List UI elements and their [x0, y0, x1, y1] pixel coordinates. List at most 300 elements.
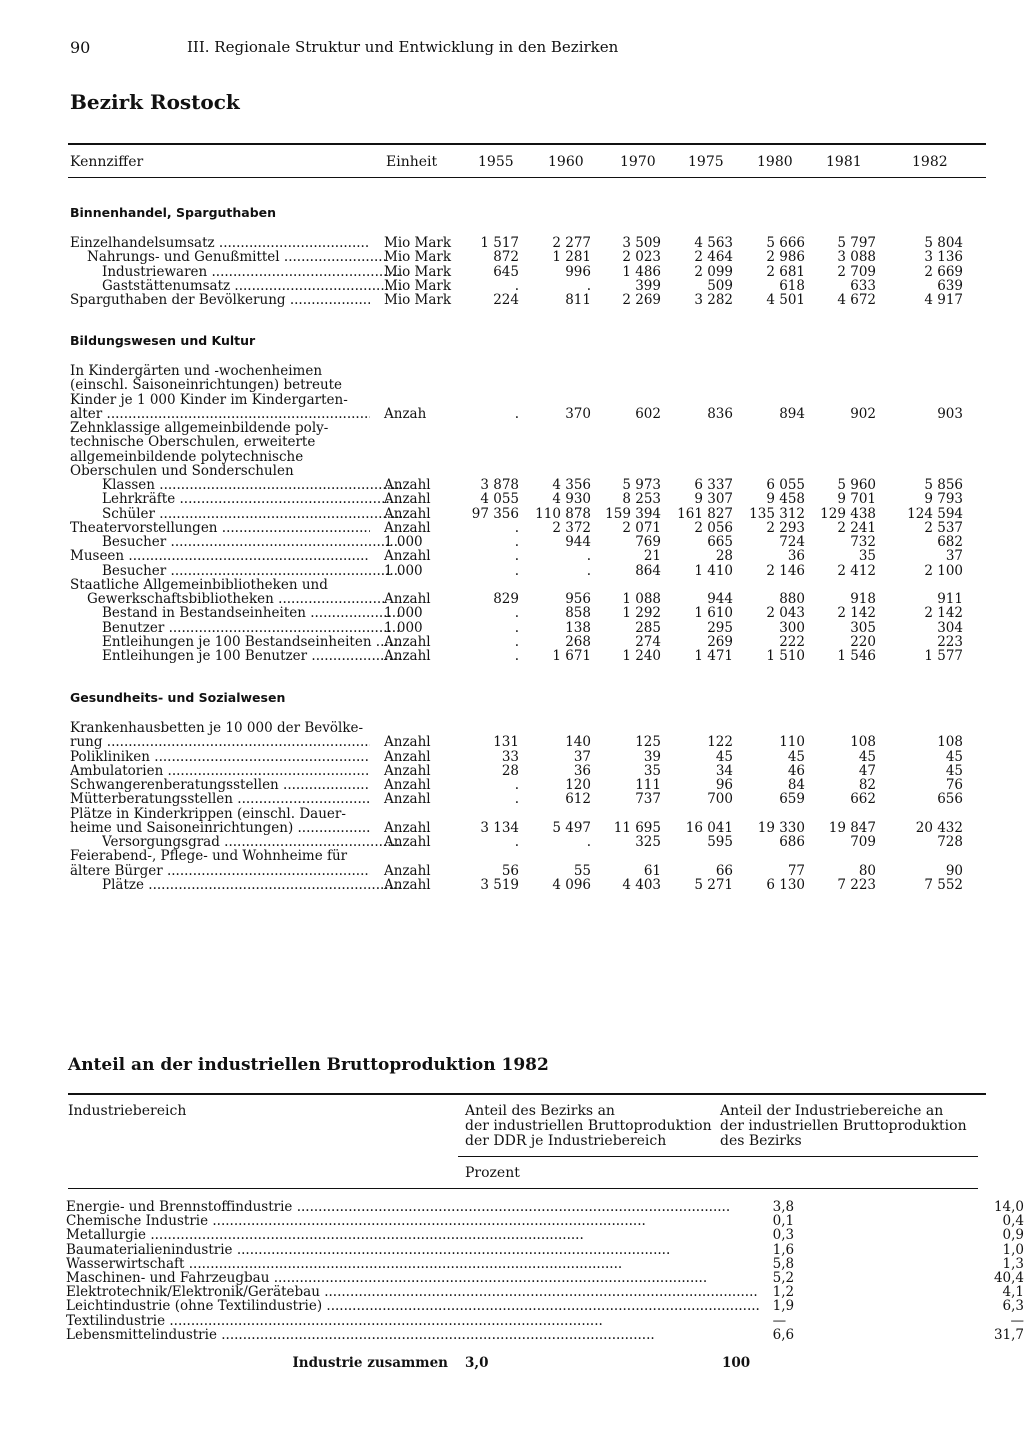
table1-unit: Anzahl: [384, 734, 431, 751]
table1-cell: 111: [635, 777, 661, 793]
table1-cell: 45: [787, 748, 805, 765]
table1-col-header: Einheit: [386, 154, 438, 170]
table1-cell: 97 356: [471, 505, 519, 522]
table1-cell: 135 312: [749, 505, 805, 522]
table1-cell: 2 681: [766, 263, 805, 280]
table1-cell: 161 827: [677, 505, 733, 522]
table1-cell: .: [514, 562, 519, 579]
table1-cell: 5 271: [694, 876, 733, 893]
table1-cell: 2 100: [924, 562, 963, 579]
table1-cell: 2 241: [837, 519, 876, 536]
table1-group-title: Gesundheits- und Sozialwesen: [70, 690, 286, 705]
table1-cell: 4 501: [766, 292, 805, 308]
table1-cell: 2 412: [837, 562, 876, 579]
table1-cell: 9 458: [766, 491, 805, 508]
table1-unit: Anzahl: [384, 862, 431, 879]
table1-cell: 7 552: [924, 876, 963, 893]
table2-v1: 5,8: [772, 1256, 795, 1272]
table2-title: Anteil an der industriellen Bruttoproduktion 1982: [68, 1055, 549, 1075]
table2-v1: 1,9: [772, 1299, 795, 1314]
table1-cell: 131: [493, 734, 519, 751]
table1-cell: 665: [707, 534, 733, 550]
table1-col-header: 1955: [478, 154, 514, 170]
table2-row: [66, 1243, 1024, 1257]
table1-cell: 2 099: [694, 263, 733, 280]
table1-cell: 20 432: [915, 819, 963, 836]
table1-cell: 1 610: [694, 605, 733, 622]
table1-cell: 911: [937, 591, 963, 607]
table1-cell: 880: [779, 591, 805, 607]
table1-cell: 3 282: [694, 292, 733, 308]
table1-cell: 2 142: [924, 605, 963, 622]
table1-cell: 5 797: [837, 235, 876, 251]
table1-cell: 5 973: [622, 477, 661, 493]
table2-total-v1: 3,0: [465, 1355, 489, 1371]
table1-cell: 6 337: [694, 477, 733, 493]
table1-cell: 36: [573, 762, 591, 779]
table1-cell: 737: [635, 791, 661, 808]
table1-cell: 836: [707, 405, 733, 422]
table1-unit: Anzahl: [384, 633, 431, 650]
table1-cell: .: [514, 277, 519, 294]
table1-row-label: ältere Bürger .....: [70, 863, 370, 879]
table1-cell: 3 136: [924, 249, 963, 266]
table2-v1: 5,2: [772, 1271, 795, 1286]
table1-unit: Anzahl: [384, 591, 431, 607]
table1-row-label: Nahrungs- und Genußmittel .....: [87, 249, 387, 265]
running-head: III. Regionale Struktur und Entwicklung in den Bezirken: [187, 38, 619, 56]
table1-cell: 220: [850, 633, 876, 650]
table1-cell: 1 410: [694, 562, 733, 579]
table1-cell: 4 403: [622, 876, 661, 893]
table1-cell: 6 130: [766, 876, 805, 893]
table1-row-label: Lehrkräfte .....: [102, 491, 402, 507]
table2-row-label: Leichtindustrie (ohne Textilindustrie) .....: [66, 1299, 760, 1313]
table1-cell: .: [514, 633, 519, 650]
table1-row-label: Versorgungsgrad .....: [102, 834, 402, 850]
table2-col2-header-line: Anteil der Industriebereiche an: [720, 1103, 944, 1119]
table2-row: [66, 1314, 1024, 1328]
table1-cell: 2 023: [622, 249, 661, 266]
table1-cell: 659: [779, 791, 805, 808]
table1-cell: 709: [850, 834, 876, 850]
table1-unit: Anzahl: [384, 834, 431, 850]
table1-cell: 125: [635, 734, 661, 751]
table2-row-label: Wasserwirtschaft .....: [66, 1257, 760, 1271]
table1-row-label: Einzelhandelsumsatz .....: [70, 235, 370, 251]
table1-cell: 4 672: [837, 292, 876, 308]
table1-cell: 285: [635, 619, 661, 636]
table1-row-label: technische Oberschulen, erweiterte: [70, 434, 316, 451]
table1-cell: 872: [493, 249, 519, 266]
table1-unit: Mio Mark: [384, 277, 452, 294]
table2-v2: 1,0: [1002, 1242, 1024, 1257]
table2-row: [66, 1228, 1024, 1242]
table1-cell: 4 563: [694, 235, 733, 251]
table2-row: [66, 1285, 1024, 1299]
table1-row-label: alter .....: [70, 406, 370, 422]
table1-row-label: rung .....: [70, 734, 370, 750]
table1-cell: 1 510: [766, 648, 805, 664]
table1-cell: 37: [945, 548, 963, 565]
table2-v1: 0,3: [772, 1228, 795, 1243]
table1-cell: 9 307: [694, 491, 733, 508]
table1-cell: 2 043: [766, 605, 805, 622]
table1-cell: 110: [779, 734, 805, 751]
table1-cell: 732: [850, 534, 876, 550]
table2-col2-header: [720, 1104, 967, 1149]
table1-cell: 3 878: [480, 477, 519, 493]
table1-cell: 46: [787, 762, 805, 779]
table1-row-label: Bestand in Bestandseinheiten .....: [102, 605, 402, 621]
table2-v2: —: [1010, 1313, 1024, 1328]
table1-cell: 612: [565, 791, 591, 808]
table2-row-label: Chemische Industrie .....: [66, 1214, 760, 1228]
table1-row-label: Polikliniken .....: [70, 749, 370, 765]
table1-cell: 45: [715, 748, 733, 765]
table2-row: [66, 1257, 1024, 1271]
table1-cell: 2 709: [837, 263, 876, 280]
table1-unit: Anzahl: [384, 505, 431, 522]
table1-cell: 3 134: [480, 819, 519, 836]
table1-col-header: 1975: [688, 154, 724, 170]
table1-cell: 5 497: [552, 819, 591, 836]
table1-cell: .: [586, 834, 591, 850]
table1-cell: 274: [635, 633, 661, 650]
table1-cell: 295: [707, 619, 733, 636]
table1-cell: 724: [779, 534, 805, 550]
table1-cell: 34: [715, 762, 733, 779]
table1-cell: 639: [937, 277, 963, 294]
table1-col-header: 1970: [620, 154, 656, 170]
table1-cell: 509: [707, 277, 733, 294]
table1-cell: 222: [779, 633, 805, 650]
table1-row-label: Plätze .....: [102, 877, 402, 893]
table1-cell: 700: [707, 791, 733, 808]
table1-cell: 45: [945, 748, 963, 765]
table1-cell: .: [586, 548, 591, 565]
table2-col2-header-line: des Bezirks: [720, 1133, 802, 1149]
table1-cell: 829: [493, 591, 519, 607]
table1-row-label: Kinder je 1 000 Kinder im Kindergarten-: [70, 391, 348, 408]
table1-cell: 858: [565, 605, 591, 622]
table1-row-label: (einschl. Saisoneinrichtungen) betreute: [70, 377, 343, 394]
table1-unit: Anzahl: [384, 748, 431, 765]
table2-row-label: Maschinen- und Fahrzeugbau .....: [66, 1271, 760, 1285]
table2-v2: 40,4: [993, 1271, 1024, 1286]
table1-cell: 902: [850, 405, 876, 422]
table1-cell: 4 055: [480, 491, 519, 508]
table1-cell: 76: [945, 777, 963, 793]
table1-unit: Anzahl: [384, 791, 431, 808]
table1-row-label: Theatervorstellungen .....: [70, 520, 370, 536]
table1-unit: Mio Mark: [384, 263, 452, 280]
table1-cell: 35: [858, 548, 876, 565]
table2-unit-label: Prozent: [465, 1165, 520, 1181]
table1-row-label: In Kindergärten und -wochenheimen: [70, 363, 323, 379]
table1-row-label: Schüler .....: [102, 506, 402, 522]
table1-cell: 19 847: [828, 819, 876, 836]
table1-cell: 645: [493, 263, 519, 280]
table1-top-rule: [68, 143, 986, 145]
page-title: Bezirk Rostock: [70, 90, 240, 114]
table1-row-label: Benutzer .....: [102, 620, 402, 636]
table1-group-title: Bildungswesen und Kultur: [70, 333, 256, 348]
table1-cell: 305: [850, 619, 876, 636]
table2-row: [66, 1299, 1024, 1313]
table2-row-label: Textilindustrie .....: [66, 1314, 760, 1328]
table1-cell: 21: [643, 548, 661, 565]
table2-col1-header-line: Anteil des Bezirks an: [465, 1103, 615, 1119]
table1-cell: 2 071: [622, 519, 661, 536]
table2-v2: 31,7: [993, 1327, 1024, 1343]
table2-row: [66, 1214, 1024, 1228]
table1-row-label: allgemeinbildende polytechnische: [70, 448, 304, 465]
table1-cell: 2 464: [694, 249, 733, 266]
table1-cell: 56: [501, 862, 519, 879]
table1-cell: 224: [493, 292, 519, 308]
table1-col-header: 1960: [548, 154, 584, 170]
table2-total-v2: 100: [722, 1355, 751, 1371]
table1-cell: 5 856: [924, 477, 963, 493]
table1-group-title: Binnenhandel, Sparguthaben: [70, 205, 277, 220]
leader-dots: [144, 877, 402, 893]
table1-col-header: 1980: [757, 154, 793, 170]
table1-cell: 28: [501, 762, 519, 779]
table1-cell: 3 519: [480, 876, 519, 893]
table1-cell: 5 804: [924, 235, 963, 251]
table1-unit: Anzahl: [384, 777, 431, 793]
table1-unit: Anzahl: [384, 762, 431, 779]
table1-cell: 633: [850, 277, 876, 294]
table2-col-label-header: Industriebereich: [68, 1103, 187, 1119]
table1-cell: 728: [937, 834, 963, 850]
table1-cell: 138: [565, 619, 591, 636]
table1-cell: 124 594: [907, 505, 963, 522]
table1-cell: 108: [937, 734, 963, 751]
table1-cell: .: [514, 405, 519, 422]
table2-v2: 0,4: [1002, 1214, 1024, 1229]
table1-cell: 80: [858, 862, 876, 879]
table1-cell: 811: [565, 292, 591, 308]
table2-v1: 3,8: [772, 1200, 795, 1215]
table1-cell: .: [586, 562, 591, 579]
table2-v2: 14,0: [993, 1200, 1024, 1215]
table1-cell: .: [514, 519, 519, 536]
table1-row-label: Mütterberatungsstellen .....: [70, 791, 370, 807]
table1-cell: 686: [779, 834, 805, 850]
table1-cell: 918: [850, 591, 876, 607]
table1-unit: Anzahl: [384, 477, 431, 493]
table1-cell: 269: [707, 633, 733, 650]
table1-cell: 11 695: [613, 819, 661, 836]
table1-cell: 268: [565, 633, 591, 650]
table1-cell: 129 438: [820, 505, 876, 522]
table1-row-label: heime und Saisoneinrichtungen) .....: [70, 820, 370, 836]
table1-cell: 159 394: [605, 505, 661, 522]
table1-unit: Mio Mark: [384, 292, 452, 308]
table1-row-label: Entleihungen je 100 Benutzer .....: [102, 648, 402, 664]
table2-row-label: Lebensmittelindustrie .....: [66, 1328, 760, 1342]
table1-cell: 7 223: [837, 876, 876, 893]
table1-cell: 4 096: [552, 876, 591, 893]
table1-row-label: Plätze in Kinderkrippen (einschl. Dauer-: [70, 805, 346, 822]
table1-cell: .: [514, 834, 519, 850]
table2-v2: 0,9: [1002, 1228, 1024, 1243]
table1-cell: 2 269: [622, 292, 661, 308]
table1-cell: .: [514, 777, 519, 793]
table2-row-label: Elektrotechnik/Elektronik/Gerätebau .....: [66, 1285, 760, 1299]
table1-cell: 84: [787, 777, 805, 793]
table1-cell: .: [514, 548, 519, 565]
table2-row-label: Baumaterialienindustrie .....: [66, 1243, 760, 1257]
table1-header-rule: [68, 177, 986, 178]
table1-cell: 4 930: [552, 491, 591, 508]
table1-unit: 1 000: [384, 619, 423, 636]
table1-cell: 944: [565, 534, 591, 550]
table1-cell: 956: [565, 591, 591, 607]
table1-cell: .: [514, 534, 519, 550]
table1-row-label: Klassen .....: [102, 477, 402, 493]
table2-col1-header-line: der industriellen Bruttoproduktion: [465, 1118, 712, 1134]
leader-dots: [286, 292, 370, 308]
table1-cell: 16 041: [685, 819, 733, 836]
table2-v1: 6,6: [772, 1327, 795, 1343]
table1-cell: 37: [573, 748, 591, 765]
table2-col1-header-line: der DDR je Industriebereich: [465, 1133, 667, 1149]
table1-unit: Anzahl: [384, 548, 431, 565]
table1-row-label: Besucher .....: [102, 563, 402, 579]
page-number: 90: [70, 38, 91, 57]
table2-header-rule: [68, 1188, 978, 1189]
table1-cell: 1 471: [694, 648, 733, 664]
table1-row-label: Ambulatorien .....: [70, 763, 370, 779]
table1-cell: 2 669: [924, 263, 963, 280]
table1-cell: 662: [850, 791, 876, 808]
table1-cell: 122: [707, 734, 733, 751]
table1-cell: 3 088: [837, 249, 876, 266]
table1-cell: 1 517: [480, 235, 519, 251]
table2-v2: 4,1: [1002, 1285, 1024, 1300]
table1-col-header: 1981: [826, 154, 862, 170]
table2-row-label: Metallurgie .....: [66, 1228, 760, 1242]
table1-cell: 66: [715, 862, 733, 879]
table1-cell: 1 292: [622, 605, 661, 622]
table1-cell: 82: [858, 777, 876, 793]
table1-unit: Anzahl: [384, 648, 431, 664]
table1-cell: 5 960: [837, 477, 876, 493]
table1-cell: 33: [501, 748, 519, 765]
table1-cell: 769: [635, 534, 661, 550]
table1-row-label: Schwangerenberatungsstellen .....: [70, 777, 370, 793]
table1-cell: .: [586, 277, 591, 294]
table1-cell: 55: [573, 862, 591, 879]
table1-row-label: Besucher .....: [102, 534, 402, 550]
table1-cell: 1 240: [622, 648, 661, 664]
table1-cell: 120: [565, 777, 591, 793]
table2-col2-header-line: der industriellen Bruttoproduktion: [720, 1118, 967, 1134]
table2-v1: —: [772, 1313, 787, 1328]
table1-cell: 28: [715, 548, 733, 565]
table1-cell: 370: [565, 405, 591, 422]
table1-cell: 9 701: [837, 491, 876, 508]
table1-cell: 595: [707, 834, 733, 850]
table1-cell: 4 356: [552, 477, 591, 493]
table1-cell: 45: [858, 748, 876, 765]
table1-row-label: Gewerkschaftsbibliotheken .....: [87, 591, 387, 607]
table1-cell: 2 146: [766, 562, 805, 579]
table1-row-label: Feierabend-, Pflege- und Wohnheime für: [70, 848, 348, 865]
table1-cell: 36: [787, 548, 805, 565]
table1-row-label: Krankenhausbetten je 10 000 der Bevölke-: [70, 720, 364, 736]
table1-unit: Anzah: [384, 405, 427, 422]
table1-unit: Anzahl: [384, 876, 431, 893]
table2-row-label: Energie- und Brennstoffindustrie .....: [66, 1200, 760, 1214]
table1-cell: 39: [643, 748, 661, 765]
table1-cell: 9 793: [924, 491, 963, 508]
table1-cell: 1 281: [552, 249, 591, 266]
table1-row-label: Oberschulen und Sonderschulen: [70, 462, 294, 479]
table1-cell: 1 671: [552, 648, 591, 664]
table1-row-label: Sparguthaben der Bevölkerung .....: [70, 292, 370, 308]
table2-row: [66, 1271, 1024, 1285]
table1-unit: Mio Mark: [384, 235, 452, 251]
table2-v1: 1,6: [772, 1242, 795, 1257]
table1-cell: 5 666: [766, 235, 805, 251]
table2-v1: 0,1: [772, 1214, 795, 1229]
table1-cell: .: [514, 791, 519, 808]
table2-col1-header: [465, 1104, 712, 1149]
table2-top-rule: [68, 1093, 986, 1095]
table1-cell: 656: [937, 791, 963, 808]
table1-cell: .: [514, 648, 519, 664]
table1-row-label: Staatliche Allgemeinbibliotheken und: [70, 576, 328, 593]
table1-row-label: Industriewaren .....: [102, 264, 402, 280]
table1-unit: Anzahl: [384, 519, 431, 536]
table2-row: [66, 1328, 1024, 1342]
table1-cell: 61: [643, 862, 661, 879]
table1-cell: 2 056: [694, 519, 733, 536]
table1-cell: 90: [945, 862, 963, 879]
table1-cell: 96: [715, 777, 733, 793]
table1-cell: 45: [945, 762, 963, 779]
table1-cell: .: [514, 619, 519, 636]
table1-cell: .: [514, 605, 519, 622]
table1-cell: 8 253: [622, 491, 661, 508]
table1-cell: 19 330: [757, 819, 805, 836]
table1-unit: Anzahl: [384, 491, 431, 508]
table1-cell: 2 537: [924, 519, 963, 536]
table1-cell: 4 917: [924, 292, 963, 308]
table1-cell: 399: [635, 277, 661, 294]
table1-cell: 140: [565, 734, 591, 751]
table1-cell: 2 372: [552, 519, 591, 536]
table1-cell: 6 055: [766, 477, 805, 493]
table2-v2: 6,3: [1002, 1299, 1024, 1314]
table1-unit: 1 000: [384, 534, 423, 550]
table1-cell: 35: [643, 762, 661, 779]
table1-col-header: 1982: [912, 154, 948, 170]
table1-row-label: Entleihungen je 100 Bestandseinheiten .....: [102, 634, 402, 650]
table1-cell: 2 293: [766, 519, 805, 536]
table1-cell: 864: [635, 562, 661, 579]
table1-cell: 944: [707, 591, 733, 607]
table1-cell: 618: [779, 277, 805, 294]
table1-unit: Anzahl: [384, 819, 431, 836]
table1-cell: 1 486: [622, 263, 661, 280]
table1-cell: 894: [779, 405, 805, 422]
table1-row-label: Gaststättenumsatz .....: [102, 278, 402, 294]
